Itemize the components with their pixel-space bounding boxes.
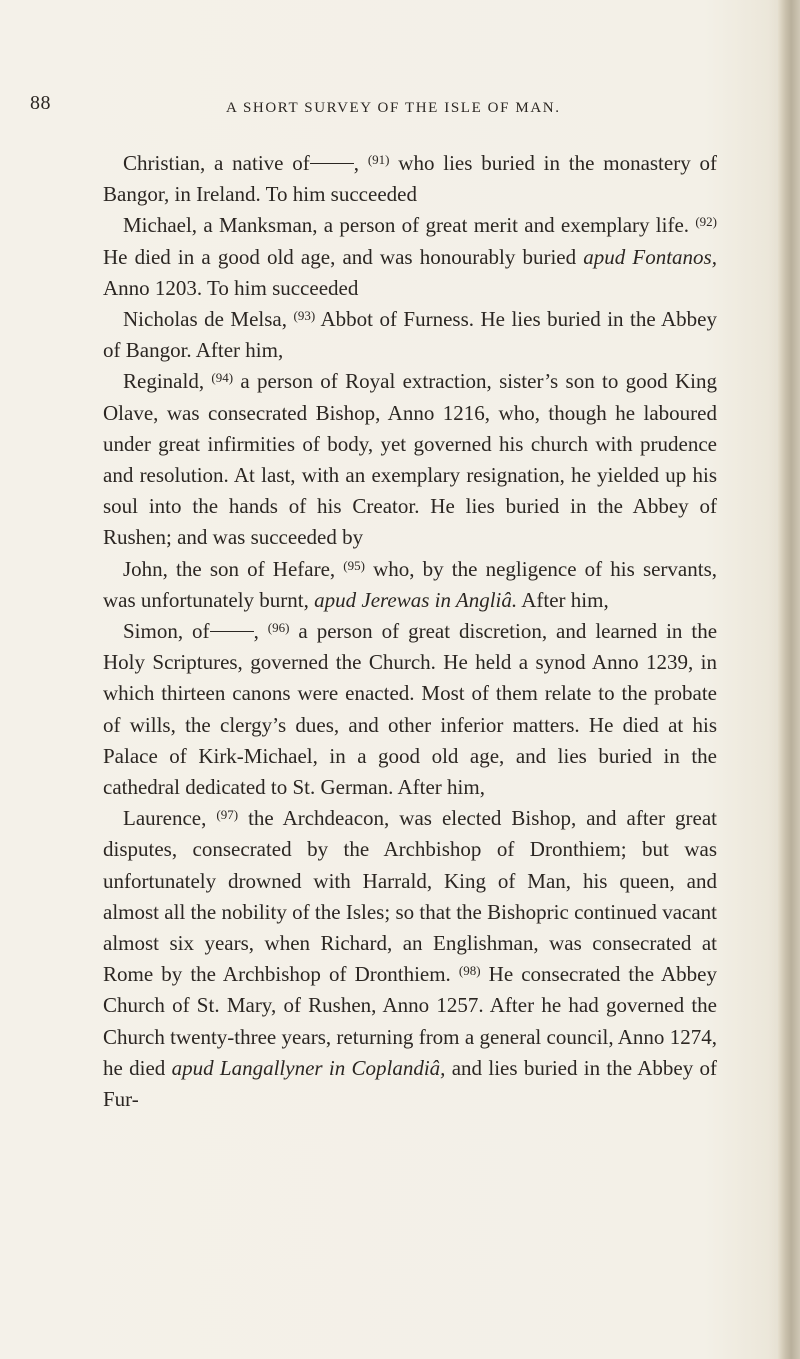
footnote-ref: (93) [293, 308, 316, 324]
paragraph-simon: Simon, of , $^{(96)}$ a person of great discretion, and learned in the Holy Scriptures, governed the Church. He held a synod Anno 1239, in which thirteen canons were enacted. Most of them relate to the probate of wills, the clergy’s dues, and other inferior matters. He died at his Palace of Kirk-Michael, in a good old age, and lies buried in the cathedral dedicated to St. German. After him, [103, 619, 718, 800]
page-number: 88 [30, 92, 51, 114]
paragraph-christian: Christian, a native of , $^{(91)}$ who lies buried in the monastery of Bangor, in Ireland. To him succeeded [103, 151, 717, 207]
paragraph-michael: Michael, a Manksman, a person of great merit and exemplary life. $^{(92)}$ He died in a good old age, and was honourably buried apud Fontanos, Anno 1203. To him succeeded [103, 213, 717, 300]
footnote-ref: (96) [267, 620, 290, 636]
paragraph-nicholas: Nicholas de Melsa, $^{(93)}$ Abbot of Furness. He lies buried in the Abbey of Bangor. After him, [103, 307, 717, 363]
blank-dash [310, 163, 354, 164]
footnote-ref: (98) [458, 963, 481, 979]
paragraph-reginald: Reginald, $^{(94)}$ a person of Royal extraction, sister’s son to good King Olave, was consecrated Bishop, Anno 1216, who, though he laboured under great infirmities of body, yet governed his church with prudence and resolution. At last, with an exemplary resignation, he yielded up his soul into the hands of his Creator. He lies buried in the Abbey of Rushen; and was succeeded by [103, 369, 717, 550]
blank-dash [210, 631, 254, 632]
footnote-ref: (91) [367, 152, 390, 167]
paragraph-john: John, the son of Hefare, $^{(95)}$ who, by the negligence of his servants, was unfortunately burnt, apud Jerewas in Angliâ. After him, [103, 556, 718, 612]
page-edge-shadow [778, 0, 800, 1359]
footnote-ref: (94) [211, 370, 234, 386]
running-title: A SHORT SURVEY OF THE ISLE OF MAN. [226, 100, 561, 116]
body-text [103, 148, 717, 1115]
footnote-ref: (92) [695, 214, 717, 230]
page-header [30, 92, 760, 122]
footnote-ref: (95) [343, 557, 365, 573]
footnote-ref: (97) [216, 807, 239, 823]
paragraph-laurence: Laurence, $^{(97)}$ the Archdeacon, was elected Bishop, and after great disputes, consecrated by the Archbishop of Dronthiem; but was unfortunately drowned with Harrald, King of Man, his queen, and almost all the nobility of the Isles; so that the Bishopric continued vacant almost six years, when Richard, an Englishman, was consecrated at Rome by the Archbishop of Dronthiem. $^{(98)}$ He consecrated the Abbey Church of St. Mary, of Rushen, Anno 1257. After he had governed the Church twenty-three years, returning from a general council, Anno 1274, he died apud Langallyner in Coplandiâ, and lies buried in the Abbey of Fur- [103, 806, 718, 1112]
